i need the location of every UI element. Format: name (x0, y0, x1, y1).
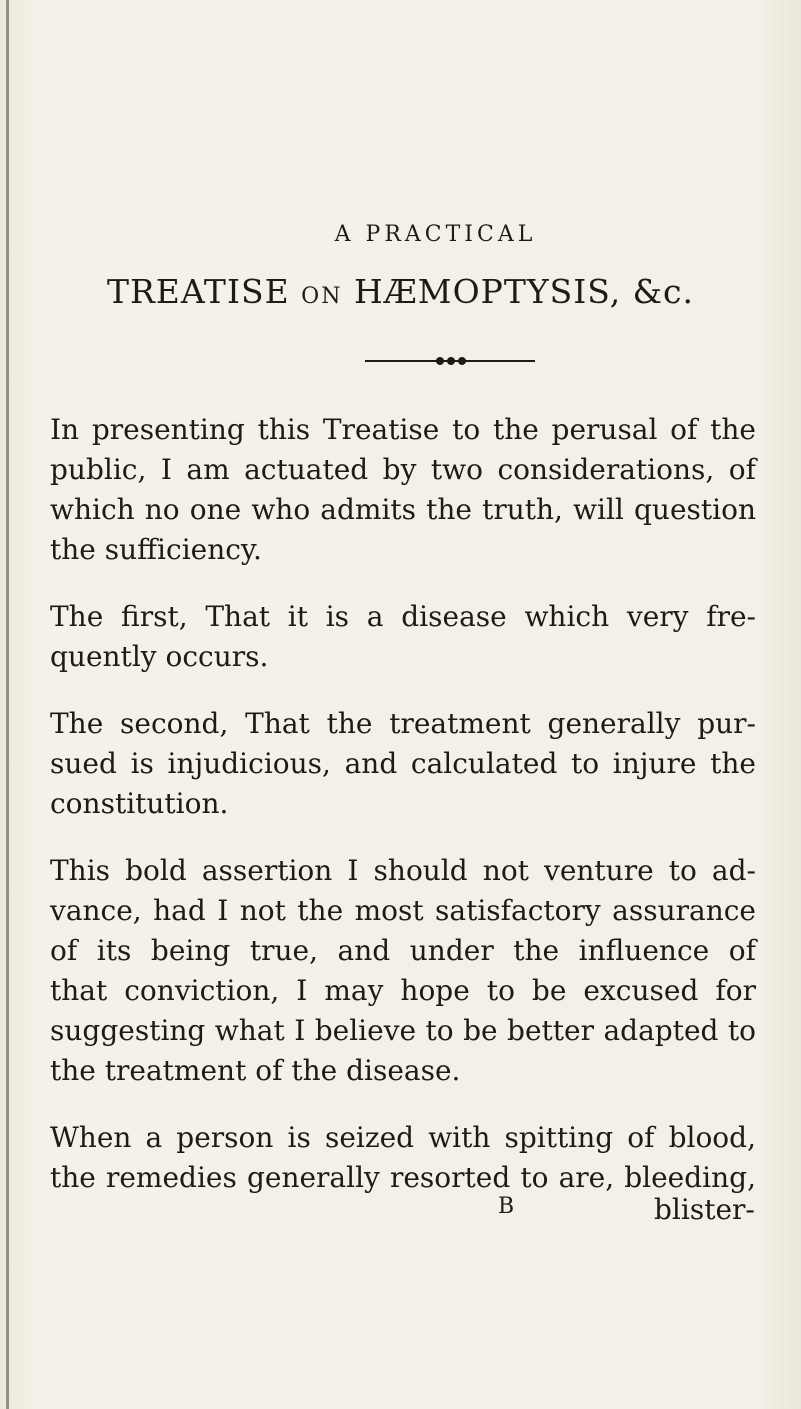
title-subject: HÆMOPTYSIS, &c. (353, 272, 695, 311)
text-line: the sufficiency. (50, 533, 262, 566)
text-line: that conviction, I may hope to be excused for (50, 974, 756, 1007)
paragraph-1 (50, 410, 756, 570)
paragraph-2 (50, 597, 756, 677)
text-line: the remedies generally resorted to are, bleeding, (50, 1161, 756, 1194)
text-line: sued is injudicious, and calculated to injure the (50, 747, 756, 780)
text-line: The first, That it is a disease which very fre- (50, 600, 756, 633)
paragraph-5 (50, 1118, 756, 1198)
title-connector: ON (301, 284, 343, 309)
page-title (0, 272, 801, 311)
running-head: A PRACTICAL (334, 222, 537, 247)
paragraph-3 (50, 704, 756, 824)
text-line: When a person is seized with spitting of blood, (50, 1121, 756, 1154)
text-line: of its being true, and under the influence of (50, 934, 756, 967)
text-line: quently occurs. (50, 640, 269, 673)
body-text (50, 410, 756, 1225)
catchword: blister- (654, 1193, 755, 1226)
text-line: constitution. (50, 787, 229, 820)
text-line: public, I am actuated by two considerations, of (50, 453, 756, 486)
page-edge-rule (6, 0, 9, 1409)
text-line: the treatment of the disease. (50, 1054, 461, 1087)
paragraph-4 (50, 851, 756, 1091)
text-line: In presenting this Treatise to the perusal of the (50, 413, 756, 446)
text-line: which no one who admits the truth, will question (50, 493, 756, 526)
title-main: TREATISE (106, 272, 290, 311)
text-line: vance, had I not the most satisfactory assurance (50, 894, 756, 927)
text-line: suggesting what I believe to be better adapted to (50, 1014, 756, 1047)
text-line: This bold assertion I should not venture to ad- (50, 854, 756, 887)
decorative-rule (365, 355, 535, 367)
text-line: The second, That the treatment generally pur- (50, 707, 756, 740)
signature-mark: B (498, 1194, 515, 1219)
